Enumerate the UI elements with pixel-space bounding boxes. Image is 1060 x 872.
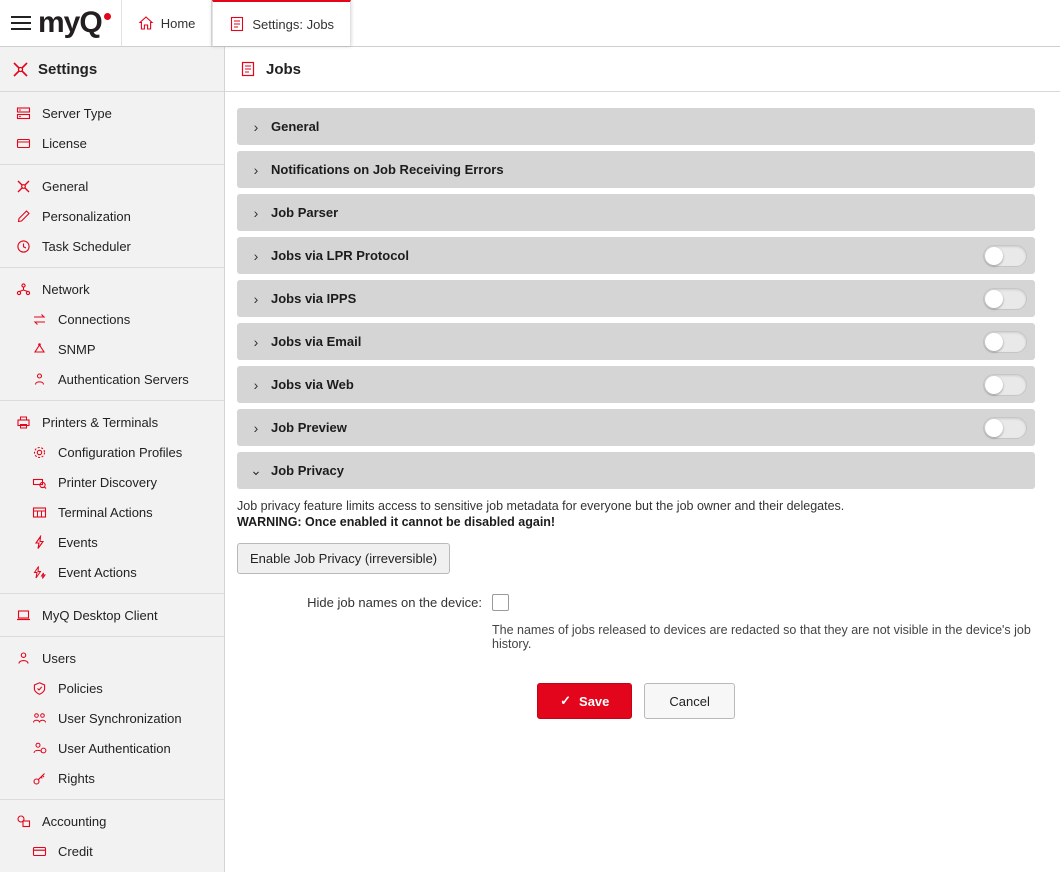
nav-group-accounting [0, 799, 224, 872]
section-job-privacy[interactable] [237, 452, 1035, 489]
save-button-label: Save [579, 693, 610, 709]
save-button[interactable] [537, 683, 632, 719]
nav-group-server [0, 92, 224, 164]
sidebar-item-label: Terminal Actions [58, 504, 153, 520]
section-jobs-via-email[interactable] [237, 323, 1035, 360]
event-actions-icon [30, 563, 48, 581]
sidebar-item-user-authentication[interactable] [0, 733, 224, 763]
section-title: Job Parser [271, 205, 339, 220]
toggle-jobs-via-lpr-protocol[interactable] [983, 245, 1027, 267]
toggle-jobs-via-web[interactable] [983, 374, 1027, 396]
sidebar-item-label: Network [42, 281, 90, 297]
check-icon: ✓ [560, 693, 572, 708]
sidebar-item-events[interactable] [0, 527, 224, 557]
tab-settings-jobs[interactable] [212, 0, 351, 46]
settings-icon [11, 60, 29, 78]
section-job-preview[interactable] [237, 409, 1035, 446]
settings-jobs-icon [229, 16, 245, 32]
sidebar-item-rights[interactable] [0, 763, 224, 793]
accounting-icon [14, 812, 32, 830]
sidebar-item-user-synchronization[interactable] [0, 703, 224, 733]
toggle-knob [985, 290, 1003, 308]
gear-icon [30, 443, 48, 461]
network-icon [14, 280, 32, 298]
myq-logo [36, 0, 121, 46]
sidebar-item-personalization[interactable] [0, 201, 224, 231]
section-title: Job Privacy [271, 463, 344, 478]
page-title-label: Jobs [266, 60, 302, 78]
sidebar-item-label: Connections [58, 311, 131, 327]
chevron-right-icon: › [253, 161, 259, 178]
sidebar-item-label: Printer Discovery [58, 474, 157, 490]
sidebar-item-label: Personalization [42, 208, 131, 224]
server-icon [14, 104, 32, 122]
toggle-job-preview[interactable] [983, 417, 1027, 439]
section-title: Jobs via IPPS [271, 291, 357, 306]
section-title: General [271, 119, 320, 134]
section-general[interactable] [237, 108, 1035, 145]
connections-icon [30, 310, 48, 328]
sidebar-item-event-actions[interactable] [0, 557, 224, 587]
sidebar-item-credit[interactable] [0, 836, 224, 866]
toggle-knob [985, 419, 1003, 437]
sidebar-item-myq-desktop-client[interactable] [0, 600, 224, 630]
toggle-knob [985, 333, 1003, 351]
sidebar-item-connections[interactable] [0, 304, 224, 334]
chevron-right-icon: › [253, 419, 259, 436]
section-title: Jobs via LPR Protocol [271, 248, 409, 263]
sidebar-item-label: Event Actions [58, 564, 137, 580]
sidebar-item-users[interactable] [0, 643, 224, 673]
policies-icon [30, 679, 48, 697]
section-job-parser[interactable] [237, 194, 1035, 231]
nav-group-users [0, 636, 224, 799]
hide-job-names-row [237, 594, 1035, 612]
section-title: Notifications on Job Receiving Errors [271, 162, 504, 177]
personalization-icon [14, 207, 32, 225]
events-icon [30, 533, 48, 551]
sidebar-item-snmp[interactable] [0, 334, 224, 364]
nav-group-printers [0, 400, 224, 593]
brand-text: myQ [38, 6, 102, 39]
terminal-actions-icon [30, 503, 48, 521]
sidebar-item-label: MyQ Desktop Client [42, 607, 158, 623]
top-bar [0, 0, 1060, 47]
users-icon [14, 649, 32, 667]
sidebar-item-label: User Synchronization [58, 710, 182, 726]
license-icon [14, 134, 32, 152]
printer-icon [14, 413, 32, 431]
sidebar-item-license[interactable] [0, 128, 224, 158]
jobs-icon [239, 60, 257, 78]
body [0, 47, 1060, 872]
chevron-right-icon: › [253, 247, 259, 264]
sidebar [0, 47, 225, 872]
tab-settings-jobs-label: Settings: Jobs [252, 16, 335, 32]
auth-servers-icon [30, 370, 48, 388]
chevron-right-icon: › [253, 204, 259, 221]
hide-job-names-hint: The names of jobs released to devices are redacted so that they are not visible in the device's job history. [492, 623, 1031, 651]
section-jobs-via-ipps[interactable] [237, 280, 1035, 317]
general-icon [14, 177, 32, 195]
clock-icon [14, 237, 32, 255]
tab-home[interactable] [121, 0, 213, 46]
user-sync-icon [30, 709, 48, 727]
chevron-right-icon: › [253, 376, 259, 393]
section-title: Job Preview [271, 420, 347, 435]
chevron-down-icon: ⌄ [250, 462, 262, 478]
settings-content [225, 92, 1060, 719]
section-jobs-via-lpr-protocol[interactable] [237, 237, 1035, 274]
job-privacy-panel [237, 495, 1035, 719]
sidebar-item-label: User Authentication [58, 740, 171, 756]
sidebar-item-label: General [42, 178, 89, 194]
main-panel [225, 47, 1060, 872]
sidebar-item-label: Users [42, 650, 76, 666]
nav-group-general [0, 164, 224, 267]
sidebar-item-authentication-servers[interactable] [0, 364, 224, 394]
form-actions [237, 683, 1035, 719]
sidebar-item-label: Server Type [42, 105, 112, 121]
toggle-knob [985, 247, 1003, 265]
user-auth-icon [30, 739, 48, 757]
enable-job-privacy-button[interactable]: Enable Job Privacy (irreversible) [237, 543, 450, 574]
chevron-right-icon: › [253, 118, 259, 135]
rights-icon [30, 769, 48, 787]
credit-icon [30, 842, 48, 860]
brand-dot-icon [104, 13, 111, 20]
toggle-jobs-via-email[interactable] [983, 331, 1027, 353]
section-title: Jobs via Email [271, 334, 362, 349]
sidebar-item-label: Policies [58, 680, 103, 696]
sidebar-item-label: Printers & Terminals [42, 414, 159, 430]
section-title: Jobs via Web [271, 377, 354, 392]
hide-job-names-label: Hide job names on the device: [307, 595, 482, 610]
printer-discovery-icon [30, 473, 48, 491]
sidebar-item-terminal-actions[interactable] [0, 497, 224, 527]
sidebar-item-server-type[interactable] [0, 98, 224, 128]
toggle-jobs-via-ipps[interactable] [983, 288, 1027, 310]
tab-home-label: Home [160, 15, 196, 31]
sidebar-item-accounting[interactable] [0, 806, 224, 836]
sidebar-item-configuration-profiles[interactable] [0, 437, 224, 467]
sidebar-item-label: Task Scheduler [42, 238, 131, 254]
sidebar-item-label: Authentication Servers [58, 371, 189, 387]
chevron-right-icon: › [253, 333, 259, 350]
hide-job-names-checkbox[interactable] [492, 594, 509, 611]
sidebar-item-label: Credit [58, 843, 93, 859]
sidebar-item-label: Events [58, 534, 98, 550]
page-title [225, 47, 1060, 92]
job-privacy-description: Job privacy feature limits access to sensitive job metadata for everyone but the job owner and their delegates. [237, 499, 845, 513]
job-privacy-warning: WARNING: Once enabled it cannot be disabled again! [237, 515, 556, 529]
section-jobs-via-web[interactable] [237, 366, 1035, 403]
section-notifications-on-job-receiving-errors[interactable] [237, 151, 1035, 188]
sidebar-header [0, 47, 224, 92]
nav-group-desktop-client [0, 593, 224, 636]
sidebar-item-label: SNMP [58, 341, 96, 357]
toggle-knob [985, 376, 1003, 394]
nav-group-network [0, 267, 224, 400]
hamburger-icon[interactable] [0, 0, 36, 46]
sidebar-item-label: Rights [58, 770, 95, 786]
sidebar-item-printer-discovery[interactable] [0, 467, 224, 497]
sidebar-item-printers-terminals[interactable] [0, 407, 224, 437]
laptop-icon [14, 606, 32, 624]
sidebar-item-label: Configuration Profiles [58, 444, 183, 460]
sidebar-item-task-scheduler[interactable] [0, 231, 224, 261]
sidebar-item-policies[interactable] [0, 673, 224, 703]
chevron-right-icon: › [253, 290, 259, 307]
sidebar-item-label: Accounting [42, 813, 107, 829]
sidebar-item-label: License [42, 135, 87, 151]
sidebar-item-general[interactable] [0, 171, 224, 201]
sidebar-title: Settings [38, 60, 98, 78]
cancel-button[interactable]: Cancel [644, 683, 734, 719]
sidebar-item-network[interactable] [0, 274, 224, 304]
home-icon [138, 15, 154, 31]
snmp-icon [30, 340, 48, 358]
